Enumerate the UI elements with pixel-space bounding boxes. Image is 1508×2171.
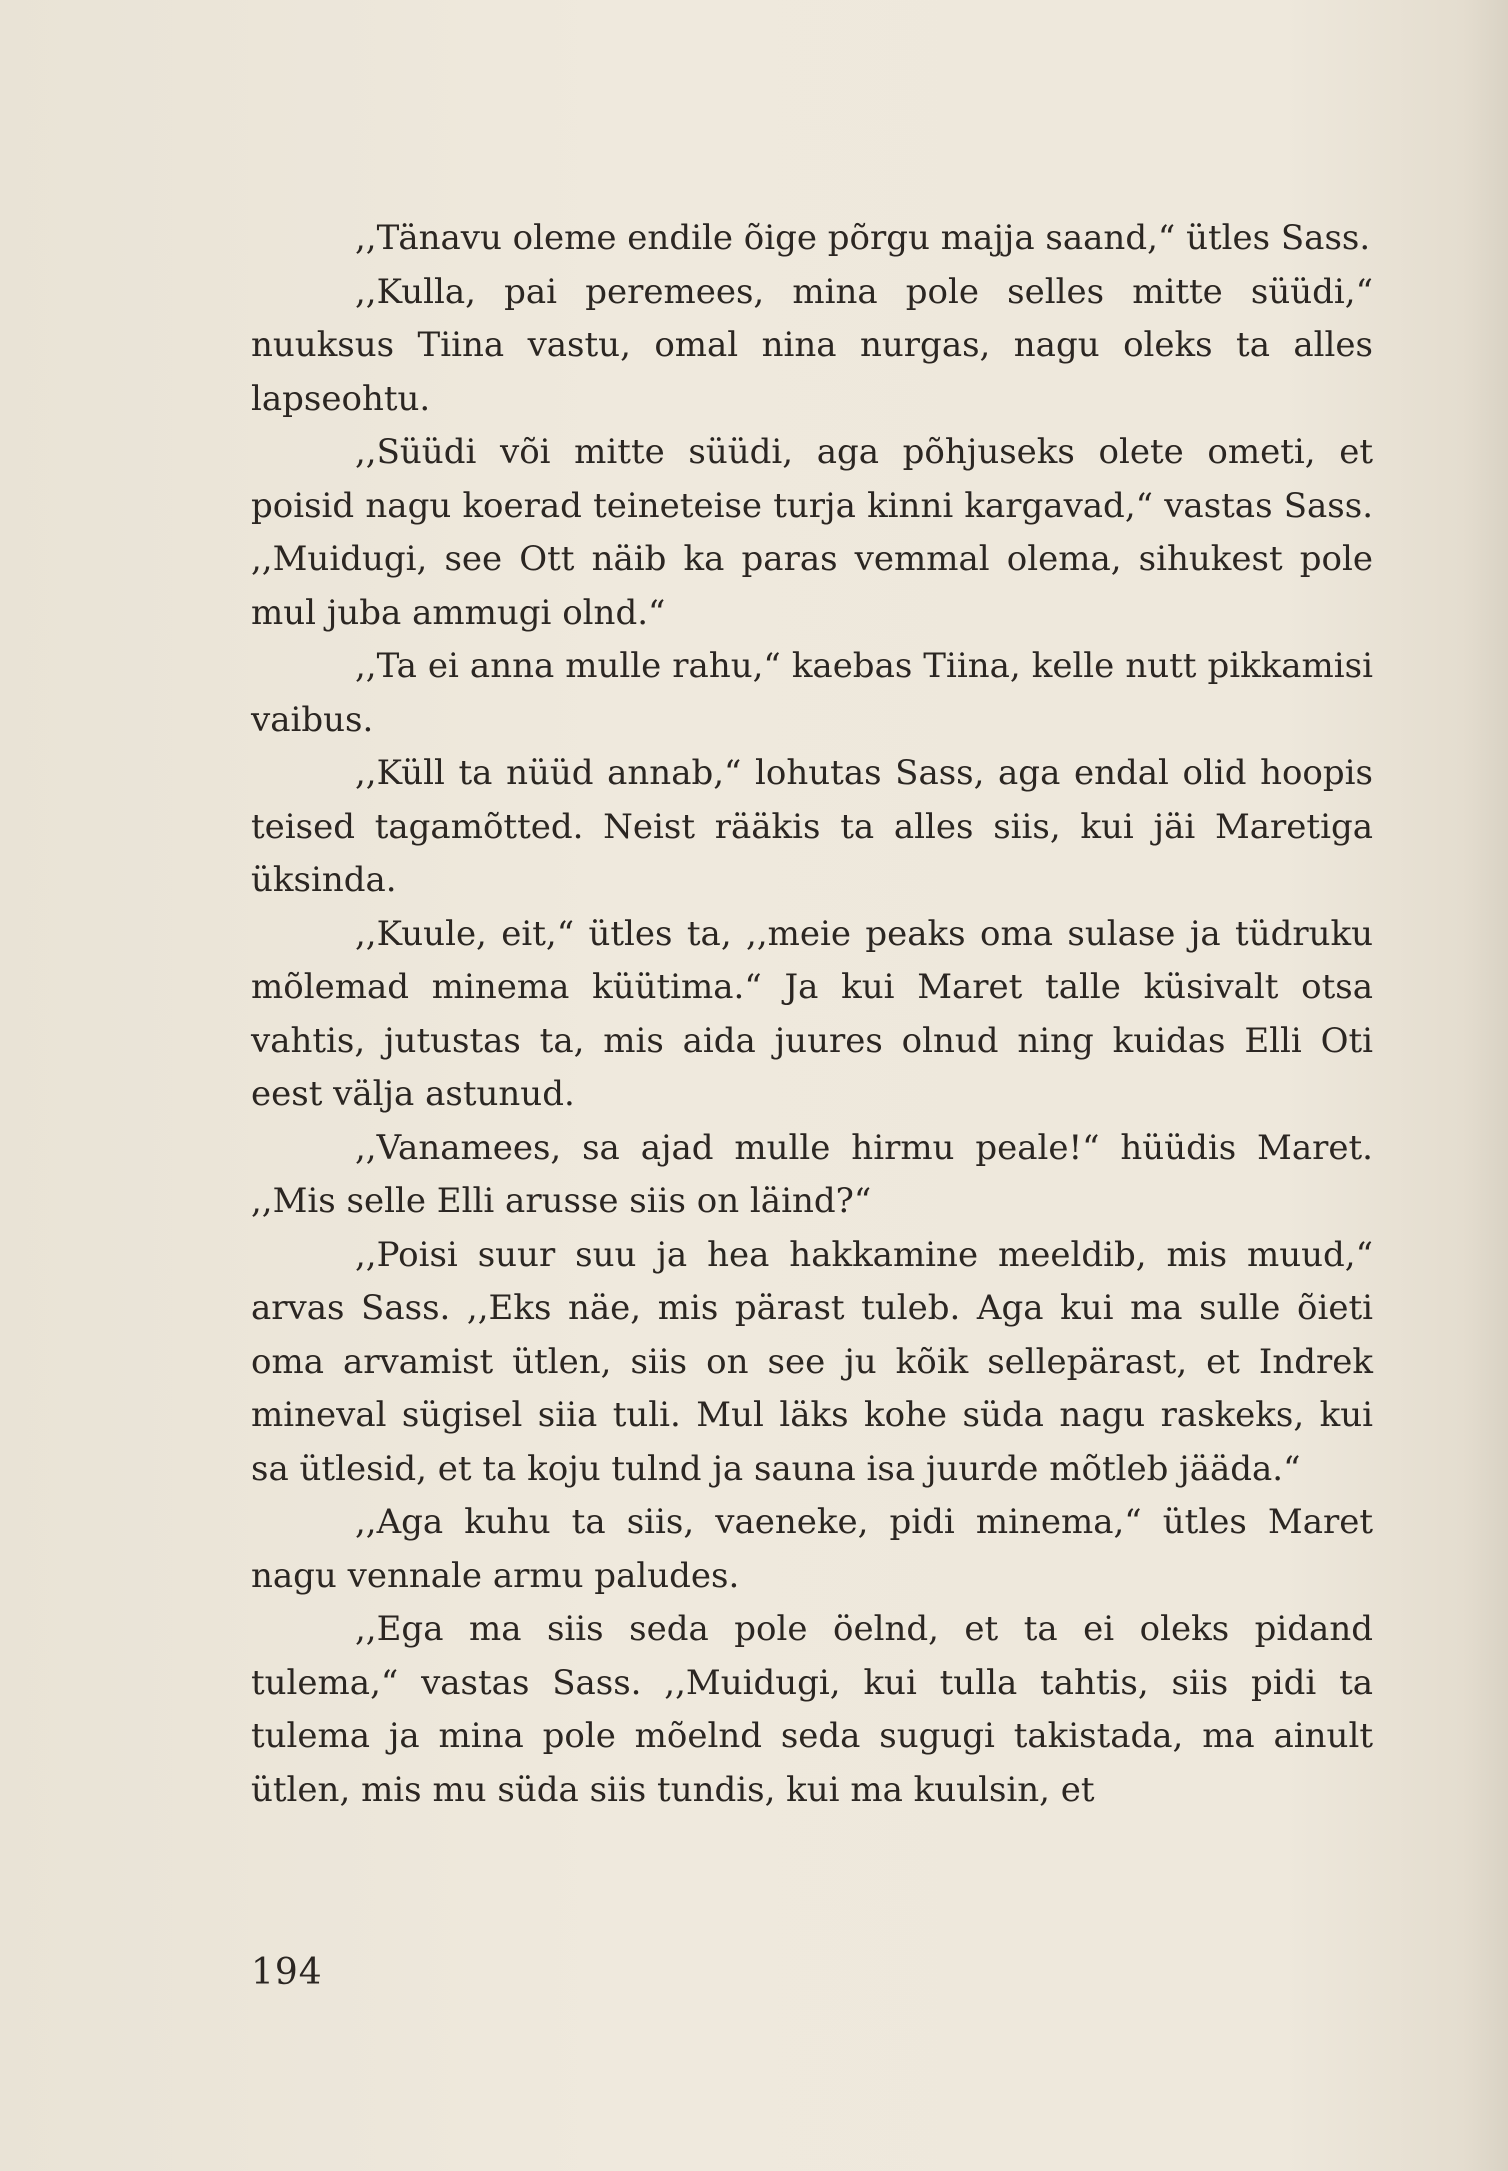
page-number: 194: [251, 1952, 323, 1993]
paragraph: ,,Tänavu oleme endile õige põrgu majja saand,“ ütles Sass.: [355, 218, 1371, 258]
paragraph: ,,Kuule, eit,“ ütles ta, ,,meie peaks oma sulase ja tüdruku mõlemad minema küütima.“ Ja kui Maret talle küsivalt otsa vahtis, jutustas ta, mis aida juures olnud ning kuidas Elli Oti eest välja astunud.: [251, 913, 1373, 1114]
paragraph: ,,Süüdi või mitte süüdi, aga põhjuseks olete ometi, et poisid nagu koerad teineteise turja kinni kargavad,“ vastas Sass. ,,Muidugi, see Ott näib ka paras vemmal olema, sihukest pole mul juba ammugi olnd.“: [251, 432, 1373, 633]
paragraph: ,,Aga kuhu ta siis, vaeneke, pidi minema,“ ütles Maret nagu vennale armu paludes.: [251, 1502, 1373, 1596]
paragraph: ,,Küll ta nüüd annab,“ lohutas Sass, aga endal olid hoopis teised tagamõtted. Neist rääkis ta alles siis, kui jäi Maretiga üksinda.: [251, 753, 1373, 900]
paragraph: ,,Kulla, pai peremees, mina pole selles mitte süüdi,“ nuuksus Tiina vastu, omal nina nurgas, nagu oleks ta alles lapseohtu.: [251, 271, 1373, 419]
body-text: [251, 212, 1373, 1817]
paragraph: ,,Ta ei anna mulle rahu,“ kaebas Tiina, kelle nutt pikkamisi vaibus.: [251, 646, 1373, 740]
paragraph: ,,Vanamees, sa ajad mulle hirmu peale!“ hüüdis Maret. ,,Mis selle Elli arusse siis on läind?“: [251, 1127, 1373, 1221]
paragraph: ,,Poisi suur suu ja hea hakkamine meeldib, mis muud,“ arvas Sass. ,,Eks näe, mis pärast tuleb. Aga kui ma sulle õieti oma arvamist ütlen, siis on see ju kõik sellepärast, et Indrek mineval sügisel siia tuli. Mul läks kohe süda nagu raskeks, kui sa ütlesid, et ta koju tulnd ja sauna isa juurde mõtleb jääda.“: [251, 1234, 1373, 1489]
paragraph: ,,Ega ma siis seda pole öelnd, et ta ei oleks pidand tulema,“ vastas Sass. ,,Muidugi, kui tulla tahtis, siis pidi ta tulema ja mina pole mõelnd seda sugugi takistada, ma ainult ütlen, mis mu süda siis tundis, kui ma kuulsin, et: [251, 1609, 1373, 1810]
